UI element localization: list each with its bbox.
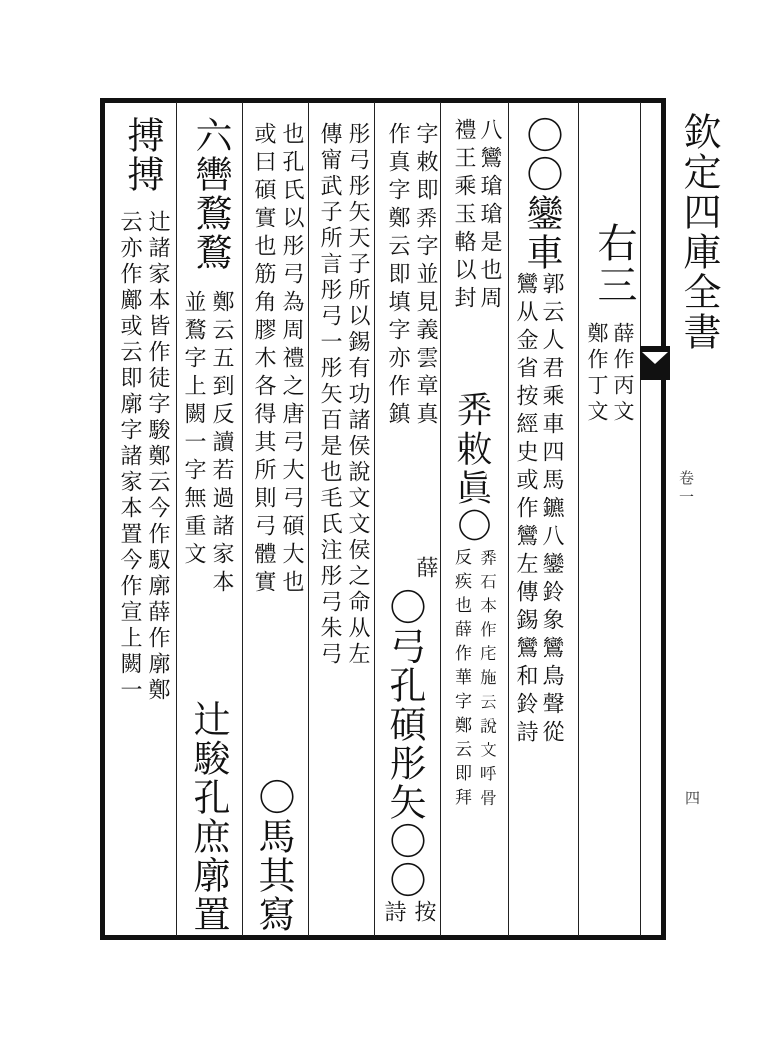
column-rule <box>308 102 309 936</box>
text-column-annotation: 詩 <box>381 900 406 928</box>
text-column-annotation: 鄭云五到反讀若過諸家本 <box>209 290 234 598</box>
column-rule <box>578 102 579 936</box>
text-column-annotation: 鸞从金省按經史或作鸞左傳錫鸞和鈴詩 <box>513 272 538 748</box>
text-column: 〇弓孔碩彤矢〇〇 <box>383 588 426 900</box>
text-column-annotation: 辻諸家本皆作徒字駿鄭云今作馭廓薛作廓鄭 <box>145 210 170 704</box>
text-column-annotation: 並鶩字上闕一字無重文 <box>181 290 206 570</box>
volume-label: 卷一 <box>677 470 695 508</box>
text-column-annotation: 按 <box>411 900 436 928</box>
text-column: 𢍏敕真〇 <box>452 390 495 546</box>
text-column-annotation: 彤弓彤矢天子所以錫有功諸侯說文文侯之命从左 <box>345 122 370 668</box>
book-title: 欽定四庫全書 <box>677 112 721 352</box>
column-rule <box>440 102 441 936</box>
text-column: 搏搏 <box>121 116 164 194</box>
column-rule <box>508 102 509 936</box>
text-column-annotation: 反疾也薛作華字鄭云即拜 <box>451 548 471 812</box>
text-column-annotation: 禮王乘玉輅以封 <box>451 118 476 314</box>
text-column-annotation: 薛作丙文 <box>611 322 635 426</box>
fish-tail-mark-icon <box>640 346 670 380</box>
text-column-annotation: 郭云人君乘車四馬鑣八鑾鈴象鸞鳥聲從 <box>539 272 564 748</box>
column-rule <box>176 102 177 936</box>
text-column-annotation: 薛 <box>413 556 438 584</box>
text-column: 〇〇鑾車 <box>520 116 563 272</box>
text-column-annotation: 云亦作鄺或云即廓字諸家本置今作宣上闕一 <box>117 210 142 704</box>
text-column-annotation: 作真字鄭云即填字亦作鎮 <box>385 122 410 430</box>
column-rule <box>242 102 243 936</box>
text-column-annotation: 鄭作丁文 <box>585 322 609 426</box>
text-column-annotation: 𢍏石本作㡯施云說文呼骨 <box>477 548 497 812</box>
text-column-annotation: 傳甯武子所言彤弓一彤矢百是也毛氏注彤弓朱弓 <box>317 122 342 668</box>
text-column-annotation: 也孔氏以彤弓為周禮之唐弓大弓碩大也 <box>279 122 304 598</box>
text-column-annotation: 八鸞瑲瑲是也周 <box>477 118 502 314</box>
text-column: 辻駿孔庶廓置 <box>187 700 230 934</box>
folio-number: 四 <box>683 790 701 805</box>
text-column-annotation: 或曰碩實也筋角膠木各得其所則弓體實 <box>251 122 276 598</box>
text-column-annotation: 字敕即𢍏字並見義雲章真 <box>413 122 438 430</box>
text-column: 右三 <box>591 222 637 306</box>
column-rule <box>374 102 375 936</box>
column-rule <box>640 102 641 936</box>
text-column: 六轡鶩鶩 <box>189 116 232 272</box>
text-column: 〇馬其寫 <box>252 778 295 934</box>
